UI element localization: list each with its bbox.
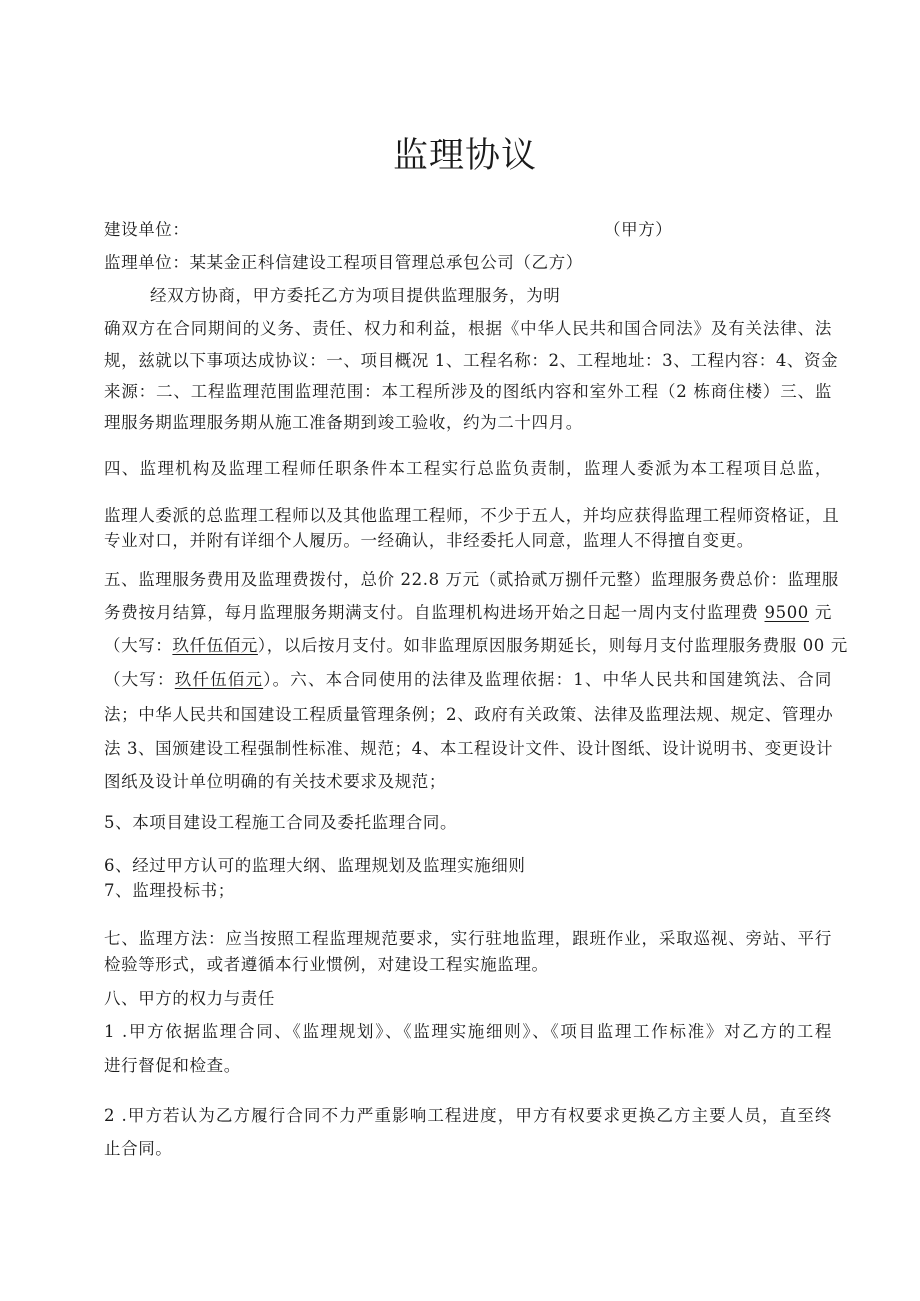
section-4-line-1: 四、监理机构及监理工程师任职条件本工程实行总监负责制，监理人委派为本工程项目总监， — [104, 459, 832, 478]
section-8-item-2-line-1: 2 .甲方若认为乙方履行合同不力严重影响工程进度，甲方有权要求更换乙方主要人员，直至终 — [104, 1106, 832, 1125]
section-5-line-6: 法 3、国颁建设工程强制性标准、规范；4、本工程设计文件、设计图纸、设计说明书、变更设计 — [104, 739, 834, 758]
paragraph-1-line-1: 经双方协商，甲方委托乙方为项目提供监理服务，为明 — [150, 286, 561, 305]
section-5-line-2: 务费按月结算，每月监理服务期满支付。自监理机构进场开始之日起一周内支付监理费 9500 元 — [104, 603, 832, 622]
client-label: 建设单位： — [104, 220, 190, 239]
section-4-line-3: 专业对口，并附有详细个人履历。一经确认，非经委托人同意，监理人不得擅自变更。 — [104, 531, 754, 550]
basis-item-5: 5、本项目建设工程施工合同及委托监理合同。 — [104, 813, 458, 832]
section-8-item-1-line-1: 1 .甲方依据监理合同、《监理规划》、《监理实施细则》、《项目监理工作标准》对乙方的工程 — [104, 1022, 832, 1041]
section-7-line-1: 七、监理方法：应当按照工程监理规范要求，实行驻地监理，跟班作业，采取巡视、旁站、平行 — [104, 929, 832, 948]
section-4-line-2: 监理人委派的总监理工程师以及其他监理工程师，不少于五人，并均应获得监理工程师资格证，且 — [104, 506, 840, 525]
section-8-heading: 八、甲方的权力与责任 — [104, 989, 275, 1008]
section-5-line-3: （大写：玖仟伍佰元），以后按月支付。如非监理原因服务期延长，则每月支付监理服务费服 00 元 — [104, 636, 848, 655]
section-5-line-7: 图纸及设计单位明确的有关技术要求及规范； — [104, 772, 446, 791]
paragraph-1-line-4: 来源：二、工程监理范围监理范围：本工程所涉及的图纸内容和室外工程（2 栋商住楼）三、监 — [104, 382, 832, 401]
section-8-item-2-line-2: 止合同。 — [104, 1139, 173, 1158]
section-7-line-2: 检验等形式，或者遵循本行业惯例，对建设工程实施监理。 — [104, 955, 549, 974]
basis-item-6: 6、经过甲方认可的监理大纲、监理规划及监理实施细则 — [104, 856, 526, 875]
section-5-line-1: 五、监理服务费用及监理费拨付，总价 22.8 万元（贰拾贰万捌仟元整）监理服务费总价：监理服 — [104, 570, 839, 589]
client-party: （甲方） — [604, 220, 673, 239]
section-5-line-5: 法；中华人民共和国建设工程质量管理条例；2、政府有关政策、法律及监理法规、规定、管理办 — [104, 705, 834, 724]
document-title: 监理协议 — [392, 136, 537, 176]
paragraph-1-line-5: 理服务期监理服务期从施工准备期到竣工验收，约为二十四月。 — [104, 413, 583, 432]
basis-item-7: 7、监理投标书； — [104, 881, 235, 900]
section-8-item-1-line-2: 进行督促和检查。 — [104, 1056, 241, 1075]
section-5-line-4: （大写：玖仟伍佰元）。六、本合同使用的法律及监理依据：1、中华人民共和国建筑法、合同 — [104, 670, 832, 689]
supervisor-line: 监理单位：某某金正科信建设工程项目管理总承包公司（乙方） — [104, 253, 583, 272]
paragraph-1-line-3: 规，兹就以下事项达成协议：一、项目概况 1、工程名称：2、工程地址：3、工程内容：4、资金 — [104, 351, 839, 370]
paragraph-1-line-2: 确双方在合同期间的义务、责任、权力和利益，根据《中华人民共和国合同法》及有关法律、法 — [104, 319, 832, 338]
